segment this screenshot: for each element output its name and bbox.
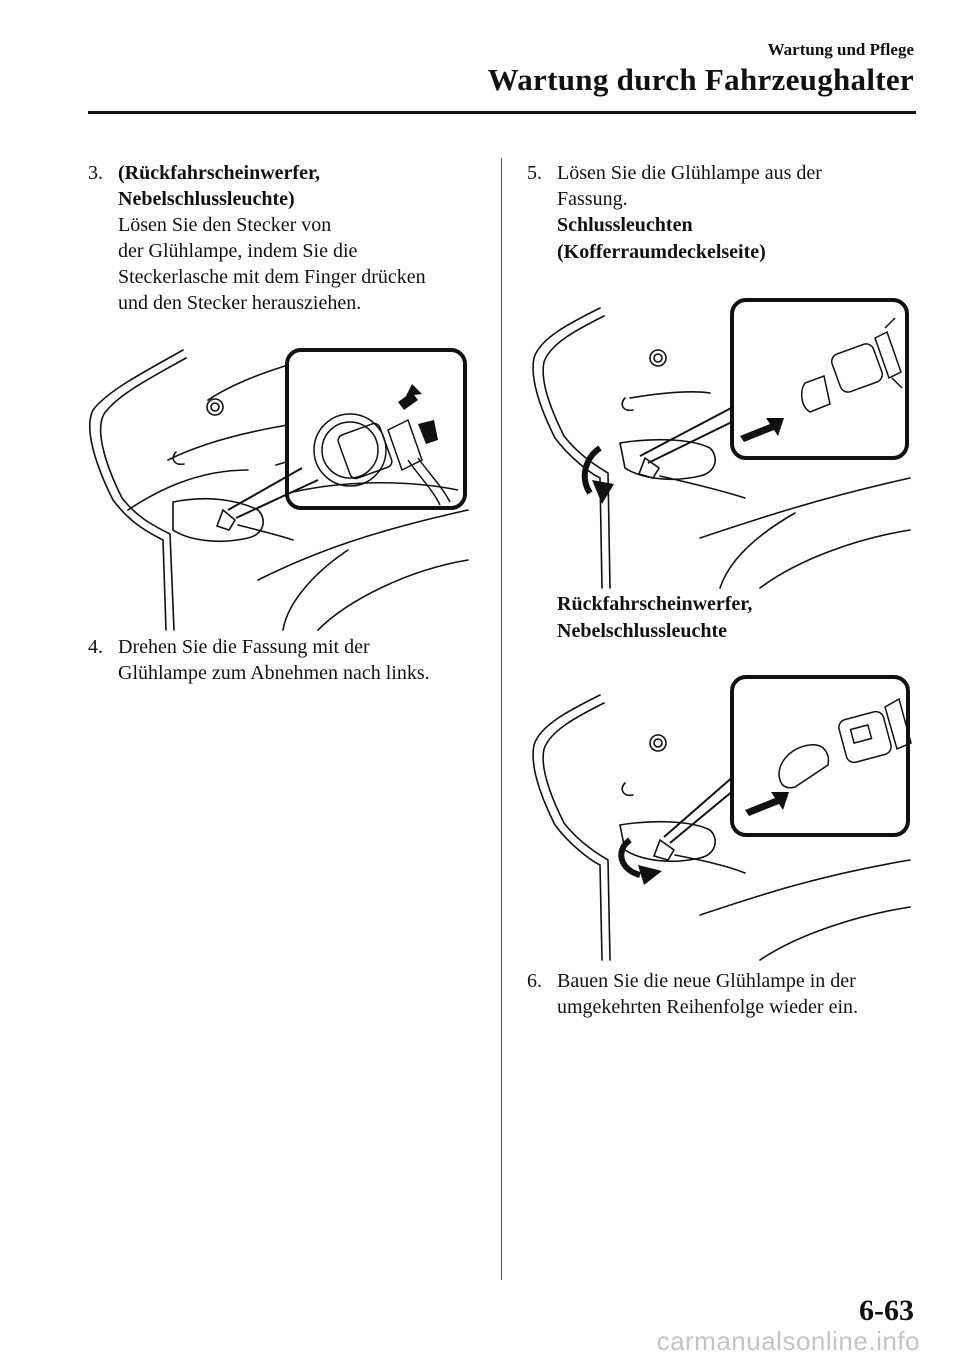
step-text: Steckerlasche mit dem Finger drücken bbox=[118, 266, 426, 288]
step-3 bbox=[88, 160, 488, 316]
step-6 bbox=[527, 968, 927, 1020]
step-text: und den Stecker herausziehen. bbox=[118, 292, 362, 314]
reverse-fog-bulb-illustration bbox=[530, 675, 915, 960]
step-text: umgekehrten Reihenfolge wieder ein. bbox=[557, 996, 858, 1018]
step-heading: (Rückfahrscheinwerfer, bbox=[118, 162, 321, 184]
step-4 bbox=[88, 634, 488, 686]
step-text: Glühlampe zum Abnehmen nach links. bbox=[118, 662, 430, 684]
step-text: Bauen Sie die neue Glühlampe in der bbox=[557, 970, 856, 992]
step-heading: Nebelschlussleuchte) bbox=[118, 188, 295, 210]
step-text: Fassung. bbox=[557, 188, 628, 210]
section-title: Wartung und Pflege bbox=[767, 40, 914, 59]
step-number: 4. bbox=[88, 636, 103, 658]
connector-removal-illustration bbox=[88, 340, 478, 630]
column-divider bbox=[501, 158, 502, 1280]
page-number: 6-63 bbox=[859, 1294, 914, 1327]
step-text: Drehen Sie die Fassung mit der bbox=[118, 636, 370, 658]
caption-reverse-fog bbox=[557, 591, 917, 645]
header-rule bbox=[88, 111, 916, 114]
step-text: Lösen Sie den Stecker von bbox=[118, 214, 332, 236]
watermark[interactable]: carmanualsonline.info bbox=[656, 1326, 920, 1356]
step-number: 5. bbox=[527, 162, 542, 184]
caption-line: Nebelschlussleuchte bbox=[557, 620, 727, 642]
step-number: 3. bbox=[88, 162, 103, 184]
step-text: der Glühlampe, indem Sie die bbox=[118, 240, 358, 262]
caption-line: Rückfahrscheinwerfer, bbox=[557, 593, 753, 615]
step-5 bbox=[527, 160, 927, 266]
caption-tail-lamps: (Kofferraumdeckelseite) bbox=[557, 241, 766, 263]
tail-lamp-bulb-illustration bbox=[530, 298, 915, 588]
step-text: Lösen Sie die Glühlampe aus der bbox=[557, 162, 822, 184]
caption-tail-lamps: Schlussleuchten bbox=[557, 214, 693, 236]
step-number: 6. bbox=[527, 970, 542, 992]
chapter-title: Wartung durch Fahrzeughalter bbox=[487, 62, 914, 97]
